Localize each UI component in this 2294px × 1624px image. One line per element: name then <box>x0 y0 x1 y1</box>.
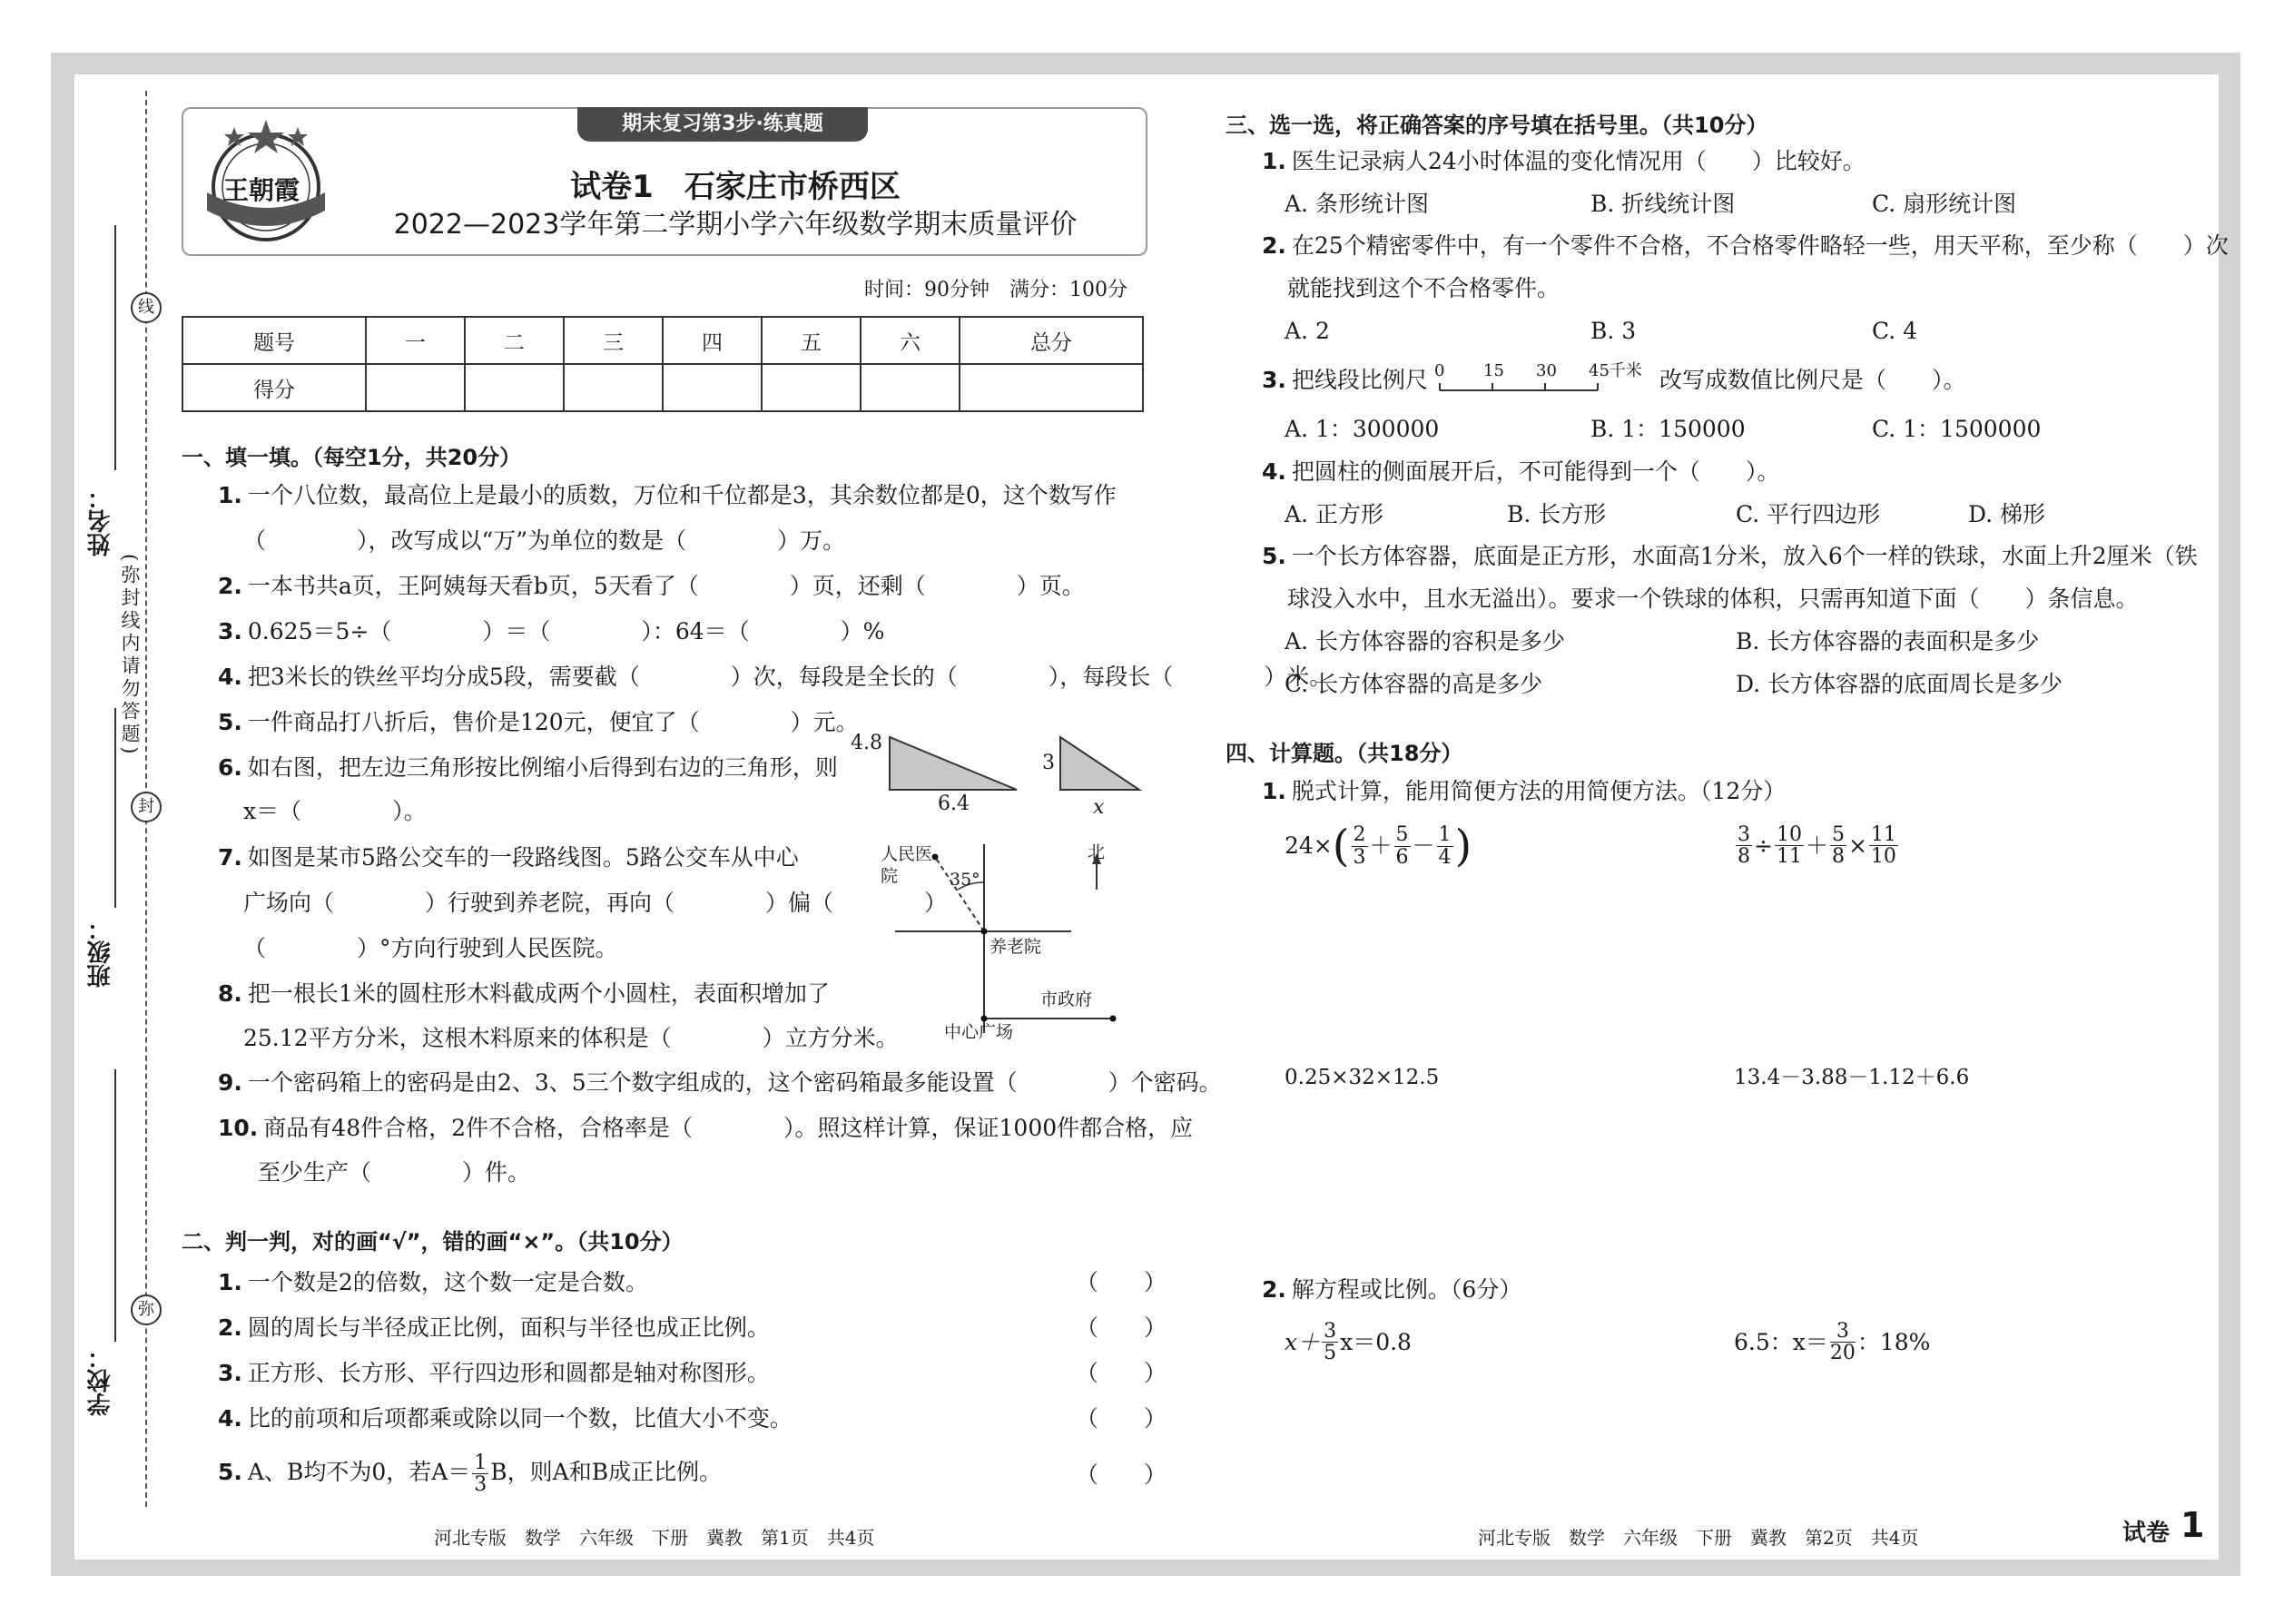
s1-q10-line2: 至少生产（ ）件。 <box>258 1159 531 1186</box>
s1-q8-line2: 25.12平方分米，这根木料原来的体积是（ ）立方分米。 <box>243 1025 899 1051</box>
class-blank[interactable] <box>114 708 116 908</box>
s1-q4: 4. 把3米长的铁丝平均分成5段，需要截（ ）次，每段是全长的（ ），每段长（ ）米。 <box>218 664 1333 690</box>
map-label-gov: 市政府 <box>1040 989 1093 1009</box>
time-info: 时间：90分钟 满分：100分 <box>864 279 1127 301</box>
s1-q8-line1: 8. 把一根长1米的圆柱形木料截成两个小圆柱，表面积增加了 <box>218 980 830 1007</box>
exam-title: 试卷1 石家庄市桥西区 <box>570 169 901 205</box>
s1-q1-line2: （ ），改写成以“万”为单位的数是（ ）万。 <box>243 527 846 554</box>
tri-right-height: 3 <box>1042 752 1055 774</box>
s1-q1-text: 一个八位数，最高位上是最小的质数，万位和千位都是3，其余数位都是0，这个数写作 <box>247 482 1117 508</box>
ruler-tick-0: 0 <box>1434 361 1445 380</box>
calc-expr-1: 24× ( $\frac{2}{3}$ ＋ $\frac{5}{6}$ － $\frac{1}{4}$ ) <box>1285 821 1472 871</box>
score-header: 二 <box>465 317 564 364</box>
ruler-tick-15: 15 <box>1483 361 1504 380</box>
s2-bracket-4[interactable]: （ ） <box>1076 1405 1167 1432</box>
score-row <box>182 364 1143 411</box>
route-hospital-line <box>935 857 984 931</box>
tri-left-base: 6.4 <box>938 792 970 815</box>
score-header-row <box>182 317 1143 364</box>
tri-right-base: x <box>1093 796 1105 819</box>
name-label: 姓名： <box>87 486 114 556</box>
logo-text: 王朝霞 <box>223 175 300 205</box>
s1-q7-line1: 7. 如图是某市5路公交车的一段路线图。5路公交车从中心 <box>218 844 799 871</box>
binding-char-xian: 线 <box>131 292 162 323</box>
score-header: 五 <box>762 317 861 364</box>
school-label: 学校： <box>87 1345 114 1416</box>
s4-q2: 2. 解方程或比例。（6分） <box>1262 1276 1522 1303</box>
s3-q4: 4. 把圆柱的侧面展开后，不可能得到一个（ ）。 <box>1262 458 1780 485</box>
footer-right: 河北专版 数学 六年级 下册 冀教 第2页 共4页 <box>1478 1527 1919 1549</box>
score-row-label: 得分 <box>182 364 366 411</box>
section2-title: 二、判一判，对的画“√”，错的画“×”。（共10分） <box>182 1229 684 1255</box>
s3-q5-opt-b: B. 长方体容器的表面积是多少 <box>1736 628 2040 655</box>
score-header: 总分 <box>960 317 1143 364</box>
s1-q2: 2. 一本书共a页，王阿姨每天看b页，5天看了（ ）页，还剩（ ）页。 <box>218 573 1085 599</box>
calc-expr-3: 0.25×32×12.5 <box>1285 1066 1440 1089</box>
score-cell[interactable] <box>762 364 861 411</box>
s3-q2-opt-c: C. 4 <box>1872 318 1918 344</box>
binding-char-mi: 弥 <box>131 1294 162 1325</box>
score-cell[interactable] <box>366 364 465 411</box>
score-header: 四 <box>663 317 762 364</box>
s3-q1-opt-c: C. 扇形统计图 <box>1872 191 2017 217</box>
s3-q4-opt-d: D. 梯形 <box>1968 501 2046 527</box>
section4-title: 四、计算题。（共18分） <box>1226 741 1463 766</box>
s2-q2: 2. 圆的周长与半径成正比例，面积与半径也成正比例。 <box>218 1314 770 1341</box>
line-scale-ruler <box>1434 361 1607 398</box>
nursing-dot <box>981 929 988 935</box>
map-label-angle: 35° <box>950 870 980 890</box>
name-blank[interactable] <box>114 225 116 470</box>
map-label-center: 中心广场 <box>944 1022 1014 1042</box>
score-cell[interactable] <box>861 364 960 411</box>
map-label-hospital: 人民医院 <box>881 844 933 886</box>
s1-q6-line2: x＝（ ）。 <box>243 798 427 824</box>
s3-q2-line2: 就能找到这个不合格零件。 <box>1287 275 1561 301</box>
s2-q4: 4. 比的前项和后项都乘或除以同一个数，比值大小不变。 <box>218 1405 793 1432</box>
proportion-2: 6.5：x＝ $\frac{3}{20}$ ：18% <box>1734 1320 1931 1365</box>
s1-q6-line1: 6. 如右图，把左边三角形按比例缩小后得到右边的三角形，则 <box>218 754 838 781</box>
review-banner: 期末复习第3步·练真题 <box>577 107 868 142</box>
s3-q2-opt-a: A. 2 <box>1285 318 1330 344</box>
class-label: 班级： <box>87 917 114 988</box>
exam-subtitle: 2022—2023学年第二学期小学六年级数学期末质量评价 <box>393 209 1078 241</box>
s3-q1-opt-b: B. 折线统计图 <box>1590 191 1736 217</box>
s3-q2-opt-b: B. 3 <box>1590 318 1637 344</box>
s2-q1: 1. 一个数是2的倍数，这个数一定是合数。 <box>218 1269 648 1295</box>
score-cell[interactable] <box>960 364 1143 411</box>
binding-note: (弥封线内请勿答题) <box>119 554 141 758</box>
s3-q3-post: 改写成数值比例尺是（ ）。 <box>1659 367 1966 393</box>
s1-q10-line1: 10. 商品有48件合格，2件不合格，合格率是（ ）。照这样计算，保证1000件都合格，应 <box>218 1115 1194 1141</box>
s3-q3-opt-c: C. 1：1500000 <box>1872 416 2042 442</box>
s1-q9: 9. 一个密码箱上的密码是由2、3、5三个数字组成的，这个密码箱最多能设置（ ）个密码。 <box>218 1069 1222 1096</box>
footer-left: 河北专版 数学 六年级 下册 冀教 第1页 共4页 <box>434 1527 875 1549</box>
exam-number: 1 <box>2181 1505 2205 1545</box>
ruler-tick-45: 45千米 <box>1589 361 1642 380</box>
score-header: 题号 <box>182 317 366 364</box>
s3-q5-opt-c: C. 长方体容器的高是多少 <box>1285 671 1543 697</box>
section3-title: 三、选一选，将正确答案的序号填在括号里。（共10分） <box>1226 113 1768 138</box>
s3-q3-pre: 3. 把线段比例尺 <box>1262 367 1428 393</box>
s1-q7-line3: （ ）°方向行驶到人民医院。 <box>243 935 618 961</box>
fraction-one-third: $\frac{1}{3}$ <box>474 1452 487 1497</box>
center-dot <box>981 1016 988 1022</box>
s3-q1-opt-a: A. 条形统计图 <box>1285 191 1429 217</box>
score-header: 一 <box>366 317 465 364</box>
score-cell[interactable] <box>564 364 663 411</box>
s2-bracket-3[interactable]: （ ） <box>1076 1360 1167 1386</box>
score-table <box>182 316 1144 412</box>
s3-q5-opt-a: A. 长方体容器的容积是多少 <box>1285 628 1565 655</box>
map-label-nursing: 养老院 <box>989 937 1042 957</box>
s3-q4-opt-c: C. 平行四边形 <box>1736 501 1881 527</box>
s2-q3: 3. 正方形、长方形、平行四边形和圆都是轴对称图形。 <box>218 1360 770 1386</box>
s2-bracket-1[interactable]: （ ） <box>1076 1269 1167 1295</box>
s3-q5-line1: 5. 一个长方体容器，底面是正方形，水面高1分米，放入6个一样的铁球，水面上升2厘米（铁 <box>1262 543 2198 569</box>
school-blank[interactable] <box>114 1069 116 1342</box>
s3-q1: 1. 医生记录病人24小时体温的变化情况用（ ）比较好。 <box>1262 148 1866 174</box>
s3-q5-opt-d: D. 长方体容器的底面周长是多少 <box>1736 671 2063 697</box>
score-cell[interactable] <box>663 364 762 411</box>
calc-expr-2: $\frac{3}{8}$ ÷ $\frac{10}{11}$ ＋ $\frac{5}{8}$ × $\frac{11}{10}$ <box>1738 823 1896 869</box>
section1-title: 一、填一填。（每空1分，共20分） <box>182 445 522 470</box>
s4-q1: 1. 脱式计算，能用简便方法的用简便方法。（12分） <box>1262 778 1787 804</box>
s1-q7-line2: 广场向（ ）行驶到养老院，再向（ ）偏（ ） <box>243 890 948 916</box>
tri-left-height: 4.8 <box>851 732 882 754</box>
map-label-north: 北 <box>1088 842 1106 862</box>
s3-q2-line1: 2. 在25个精密零件中，有一个零件不合格，不合格零件略轻一些，用天平称，至少称（ ）次 <box>1262 232 2229 259</box>
s2-q5: 5. A、B均不为0，若A＝ $\frac{1}{3}$ B，则A和B成正比例。 <box>218 1452 723 1497</box>
brand-logo <box>198 114 334 247</box>
score-header: 六 <box>861 317 960 364</box>
s1-q3: 3. 0.625＝5÷（ ）＝（ ）：64＝（ ）% <box>218 618 885 645</box>
score-cell[interactable] <box>465 364 564 411</box>
s3-q5-line2: 球没入水中，且水无溢出）。要求一个铁球的体积，只需再知道下面（ ）条信息。 <box>1287 586 2139 612</box>
s3-q4-opt-b: B. 长方形 <box>1507 501 1607 527</box>
ruler-tick-30: 30 <box>1536 361 1557 380</box>
gov-dot <box>1110 1016 1117 1022</box>
score-header: 三 <box>564 317 663 364</box>
triangle-right <box>1060 737 1139 790</box>
exam-number-label: 试卷 <box>2122 1520 2171 1547</box>
s2-bracket-2[interactable]: （ ） <box>1076 1314 1167 1341</box>
binding-char-feng: 封 <box>131 792 162 822</box>
s3-q4-opt-a: A. 正方形 <box>1285 501 1383 527</box>
s1-q1-line1: 1. 一个八位数，最高位上是最小的质数，万位和千位都是3，其余数位都是0，这个数写作 <box>218 482 1117 508</box>
s2-bracket-5[interactable]: （ ） <box>1076 1462 1167 1488</box>
triangle-left <box>890 737 1017 790</box>
s3-q3-opt-a: A. 1：300000 <box>1285 416 1440 442</box>
calc-expr-4: 13.4－3.88－1.12＋6.6 <box>1734 1066 1970 1089</box>
equation-1: x＋ $\frac{3}{5}$ x＝0.8 <box>1285 1320 1412 1365</box>
s1-q5: 5. 一件商品打八折后，售价是120元，便宜了（ ）元。 <box>218 709 859 735</box>
s3-q3-opt-b: B. 1：150000 <box>1590 416 1746 442</box>
